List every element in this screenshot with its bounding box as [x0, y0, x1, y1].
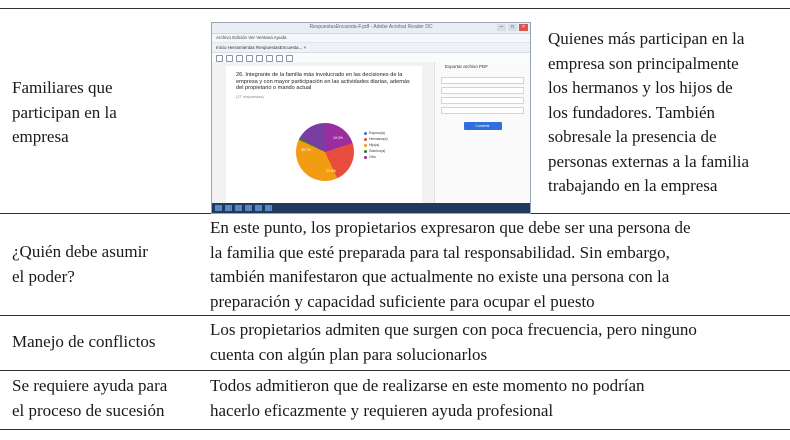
app-icon [265, 205, 272, 211]
window-title: RespuestasEncuesta-F.pdf - Adobe Acrobat Reader DC [309, 24, 433, 30]
pie-chart [296, 123, 354, 181]
legend-item: Hijo(a) [364, 142, 388, 148]
table-rule [0, 370, 790, 371]
zoom-icon [276, 55, 283, 62]
side-field [441, 87, 524, 94]
legend-swatch [364, 150, 367, 153]
mail-icon [236, 55, 243, 62]
maximize-icon: □ [508, 24, 517, 31]
text-line: el poder? [12, 266, 75, 286]
app-icon [245, 205, 252, 211]
table-rule-top [0, 8, 790, 9]
row-label [12, 240, 190, 289]
row-text [210, 318, 780, 367]
down-icon [266, 55, 273, 62]
text-line: Todos admitieron que de realizarse en este momento no podrían [210, 376, 645, 395]
row-label [12, 374, 190, 423]
legend-swatch [364, 156, 367, 159]
table-rule-bottom [0, 429, 790, 430]
text-line: ¿Quién debe asumir [12, 242, 148, 261]
text-line: participan en la [12, 102, 117, 122]
pie-legend [364, 130, 388, 160]
minimize-icon: – [497, 24, 506, 31]
app-icon [225, 205, 232, 211]
text-line: trabajando en la empresa [548, 176, 718, 195]
text-line: Manejo de conflictos [12, 332, 156, 351]
table-rule [0, 315, 790, 316]
legend-swatch [364, 144, 367, 147]
text-line: el proceso de sucesión [12, 400, 165, 420]
text-line: los fundadores. También [548, 102, 716, 122]
search-icon [246, 55, 253, 62]
start-icon [215, 205, 222, 211]
window-titlebar [212, 23, 530, 34]
legend-swatch [364, 138, 367, 141]
row-text [548, 27, 783, 199]
legend-item: Sobrino(a) [364, 148, 388, 154]
text-line: Los propietarios admiten que surgen con poca frecuencia, pero ninguno [210, 320, 697, 339]
question-subtext: (27 respuestas) [236, 94, 264, 99]
print-icon [226, 55, 233, 62]
taskbar [212, 203, 530, 213]
pie-label: 23.5% [326, 169, 336, 173]
text-line: Quienes más participan en la [548, 29, 745, 48]
question-text: 26. Integrante de la familia más involucrado en las decisiones de la empresa y con mayor participación en las actividades diarias, además del propietario o mando actual [236, 72, 410, 92]
convert-button: Convertir [464, 122, 502, 130]
text-line: cuenta con algún plan para solucionarlos [210, 344, 488, 364]
window-controls [497, 24, 528, 31]
pen-icon [286, 55, 293, 62]
text-line: hacerlo eficazmente y requieren ayuda profesional [210, 400, 554, 420]
text-line: En este punto, los propietarios expresaron que debe ser una persona de [210, 218, 691, 237]
menu-bar: Archivo Edición Ver Ventana Ayuda [212, 34, 530, 43]
side-field [441, 107, 524, 114]
document-page [226, 66, 422, 213]
close-icon: × [519, 24, 528, 31]
app-icon [235, 205, 242, 211]
text-line: la familia que esté preparada para tal responsabilidad. Sin embargo, [210, 242, 670, 262]
app-icon [255, 205, 262, 211]
tab-bar: Inicio Herramientas RespuestasEncuesta... × [212, 43, 530, 53]
save-icon [216, 55, 223, 62]
legend-item: Hermano(a) [364, 136, 388, 142]
pie-label: 19.2% [333, 136, 343, 140]
row-text [210, 216, 780, 314]
text-line: también manifestaron que actualmente no existe una persona con la [210, 267, 670, 286]
text-line: empresa son principalmente [548, 53, 739, 73]
text-line: Familiares que [12, 78, 113, 97]
side-panel [434, 62, 530, 213]
legend-item: Otro [364, 154, 388, 160]
text-line: sobresale la presencia de [548, 127, 717, 146]
embedded-screenshot [211, 22, 531, 214]
row-label [12, 76, 190, 150]
document-area [212, 62, 434, 213]
row-text [210, 374, 780, 423]
legend-item: Esposo(a) [364, 130, 388, 136]
side-field [441, 97, 524, 104]
text-line: empresa [12, 127, 69, 146]
side-field [441, 77, 524, 84]
legend-swatch [364, 132, 367, 135]
up-icon [256, 55, 263, 62]
text-line: Se requiere ayuda para [12, 376, 168, 395]
text-line: personas externas a la familia [548, 151, 750, 171]
pie-label: 38.7% [301, 148, 311, 152]
text-line: preparación y capacidad suficiente para ocupar el puesto [210, 291, 595, 311]
row-label [12, 330, 190, 355]
side-panel-title: Exportar archivo PDF [445, 64, 489, 69]
text-line: los hermanos y los hijos de [548, 78, 733, 97]
